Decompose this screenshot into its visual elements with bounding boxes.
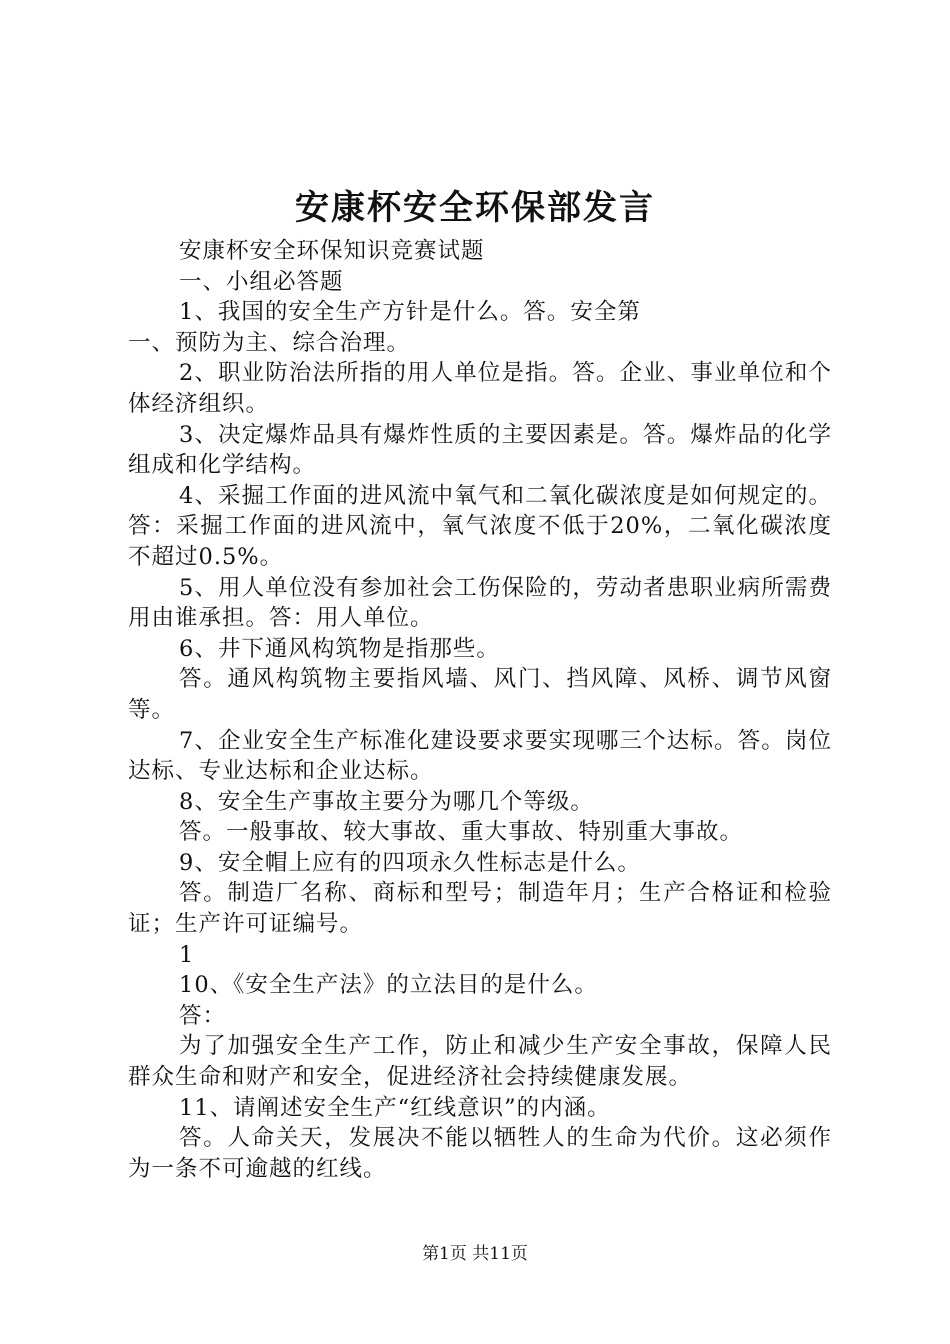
paragraph: 安康杯安全环保知识竞赛试题 [179, 238, 485, 264]
paragraph: 答。制造厂名称、商标和型号；制造年月；生产合格证和检验证；生产许可证编号。 [128, 880, 832, 938]
paragraph: 10、《安全生产法》的立法目的是什么。 [179, 972, 598, 999]
page-footer: 第1页 共11页 [422, 1244, 528, 1264]
paragraph: 3、决定爆炸品具有爆炸性质的主要因素是。答。爆炸品的化学组成和化学结构。 [128, 421, 832, 479]
paragraph: 9、安全帽上应有的四项永久性标志是什么。 [179, 849, 641, 876]
paragraph: 答。通风构筑物主要指风墙、风门、挡风障、风桥、调节风窗等。 [128, 666, 832, 723]
paragraph: 答。人命关天，发展决不能以牺牲人的生命为代价。这必须作为一条不可逾越的红线。 [128, 1125, 832, 1182]
paragraph: 1、我国的安全生产方针是什么。答。安全第 [179, 299, 641, 326]
paragraph: 4、采掘工作面的进风流中氧气和二氧化碳浓度是如何规定的。答：采掘工作面的进风流中，氧气浓度不低于20%，二氧化碳浓度不超过0.5%。 [128, 482, 832, 570]
paragraph: 7、企业安全生产标准化建设要求要实现哪三个达标。答。岗位达标、专业达标和企业达标。 [128, 727, 832, 785]
paragraph: 答： [179, 1002, 227, 1029]
paragraph: 答。一般事故、较大事故、重大事故、特别重大事故。 [179, 819, 744, 846]
paragraph: 为了加强安全生产工作，防止和减少生产安全事故，保障人民群众生命和财产和安全，促进经济社会持续健康发展。 [128, 1033, 832, 1091]
paragraph: 8、安全生产事故主要分为哪几个等级。 [179, 788, 594, 815]
paragraph: 2、职业防治法所指的用人单位是指。答。企业、事业单位和个体经济组织。 [128, 360, 832, 417]
paragraph: 6、井下通风构筑物是指那些。 [179, 635, 500, 662]
paragraph: 1 [179, 941, 195, 968]
paragraph: 一、小组必答题 [179, 268, 344, 295]
document-body [128, 236, 832, 1184]
paragraph: 11、请阐述安全生产“红线意识”的内涵。 [179, 1094, 611, 1121]
paragraph: 5、用人单位没有参加社会工伤保险的，劳动者患职业病所需费用由谁承担。答：用人单位。 [128, 574, 832, 632]
page-title: 安康杯安全环保部发言 [295, 188, 655, 228]
paragraph: 一、预防为主、综合治理。 [128, 329, 411, 356]
